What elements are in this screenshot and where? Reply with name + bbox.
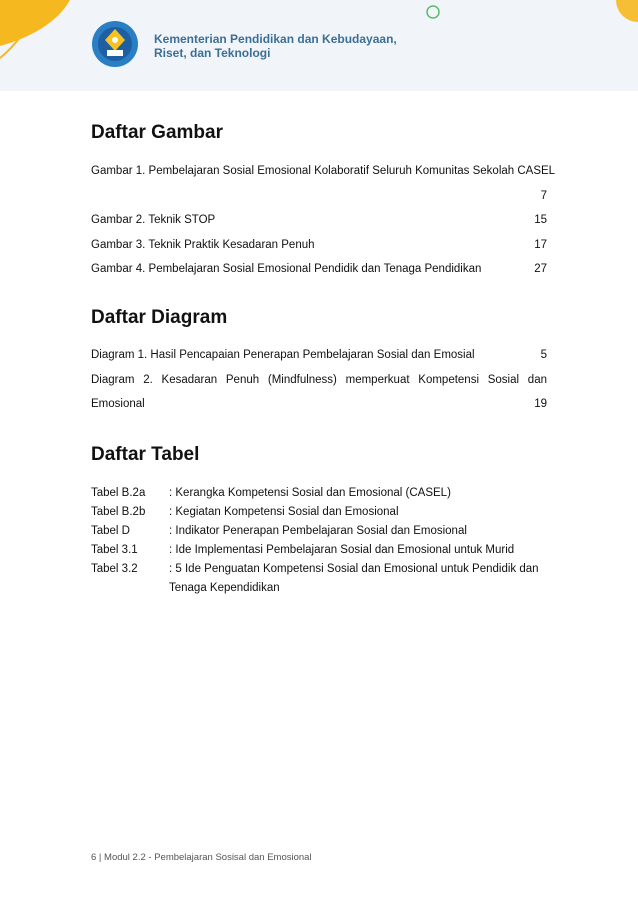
tabel-item-3-desc: : Indikator Penerapan Pembelajaran Sosial dan Emosional [169,525,467,537]
tabel-item-5-desc-line2: Tenaga Kependidikan [169,582,280,594]
gambar-item-3-page: 17 [534,238,547,251]
section-title-diagram: Daftar Diagram [91,307,228,328]
diagram-item-2-page: 19 [534,398,547,410]
tabel-item-3-code: Tabel D [91,525,130,537]
diagram-item-1-page: 5 [540,349,547,361]
daftar-tabel-section [91,444,547,466]
diagram-item-1-label: Diagram 1. Hasil Pencapaian Penerapan Pembelajaran Sosial dan Emosial [91,349,475,361]
tabel-item-1[interactable] [91,484,547,503]
tabel-item-1-desc: : Kerangka Kompetensi Sosial dan Emosional (CASEL) [169,487,451,499]
tabel-item-2-code: Tabel B.2b [91,506,146,518]
diagram-item-2-label-line1: Diagram 2. Kesadaran Penuh (Mindfulness) memperkuat Kompetensi Sosial dan [91,373,547,386]
tabel-item-5[interactable] [91,560,547,579]
gambar-item-2-label: Gambar 2. Teknik STOP [91,214,216,226]
tabel-item-2-desc: : Kegiatan Kompetensi Sosial dan Emosional [169,506,399,518]
gambar-item-2[interactable] [91,208,547,233]
gambar-item-3[interactable] [91,233,547,258]
tabel-item-3[interactable] [91,522,547,541]
gambar-item-1[interactable] [91,159,556,184]
daftar-diagram-section [91,307,547,329]
tabel-item-5-code: Tabel 3.2 [91,563,138,575]
tabel-item-1-code: Tabel B.2a [91,487,146,499]
gambar-item-1-page: 7 [540,189,547,202]
ministry-name [154,32,397,60]
tabel-item-5-cont [91,579,547,598]
tabel-item-4[interactable] [91,541,547,560]
tabel-item-2[interactable] [91,503,547,522]
yellow-corner-shape [616,0,638,22]
yellow-swoosh-shape [0,0,70,46]
page-footer: 6 | Modul 2.2 - Pembelajaran Sosisal dan Emosional [91,852,312,863]
diagram-list [91,343,547,417]
green-ring-shape [427,6,439,18]
ministry-line-2: Riset, dan Teknologi [154,46,271,60]
tabel-item-4-code: Tabel 3.1 [91,544,138,556]
tabel-list [91,484,547,598]
tabel-item-5-desc: : 5 Ide Penguatan Kompetensi Sosial dan Emosional untuk Pendidik dan [169,563,539,575]
gambar-item-1-label: Gambar 1. Pembelajaran Sosial Emosional Kolaboratif Seluruh Komunitas Sekolah CASEL [91,165,556,177]
gambar-item-2-page: 15 [534,214,547,226]
gambar-item-4[interactable] [91,257,547,282]
tut-wuri-handayani-logo-icon [91,20,139,68]
gambar-item-1-page-row [91,184,547,209]
diagram-item-2-label-line2: Emosional [91,398,145,410]
gambar-item-4-page: 27 [534,263,547,275]
ministry-line-1: Kementerian Pendidikan dan Kebudayaan, [154,32,397,46]
page-header [0,0,638,91]
daftar-gambar-section [91,122,547,144]
tabel-item-5-code-spacer [91,579,169,598]
gambar-list [91,159,556,282]
gambar-item-3-label: Gambar 3. Teknik Praktik Kesadaran Penuh [91,238,315,251]
diagram-item-2[interactable] [91,368,547,393]
diagram-item-2-row2[interactable] [91,392,547,417]
section-title-gambar: Daftar Gambar [91,122,223,143]
section-title-tabel: Daftar Tabel [91,444,200,465]
gambar-item-4-label: Gambar 4. Pembelajaran Sosial Emosional Pendidik dan Tenaga Pendidikan [91,263,482,275]
tabel-item-4-desc: : Ide Implementasi Pembelajaran Sosial dan Emosional untuk Murid [169,544,515,556]
diagram-item-1[interactable] [91,343,547,368]
